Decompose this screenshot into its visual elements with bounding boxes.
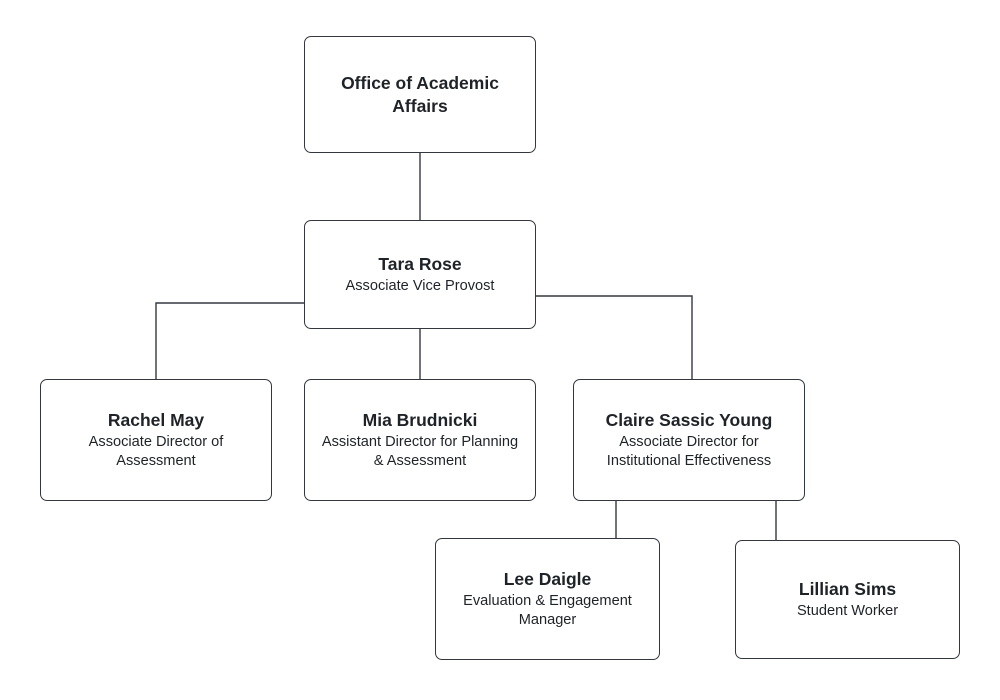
org-node-mia-brudnicki[interactable] bbox=[304, 379, 536, 501]
org-node-claire-sassic-young[interactable] bbox=[573, 379, 805, 501]
org-node-rachel-may[interactable] bbox=[40, 379, 272, 501]
node-title: Lee Daigle bbox=[503, 569, 592, 590]
org-node-tara-rose[interactable] bbox=[304, 220, 536, 329]
node-subtitle: Associate Vice Provost bbox=[345, 277, 495, 294]
node-subtitle: Associate Director of Assessment bbox=[88, 433, 224, 469]
edge-rose-to-young bbox=[536, 296, 692, 379]
node-title: Rachel May bbox=[107, 410, 205, 431]
node-subtitle: Assistant Director for Planning & Assessment bbox=[321, 433, 519, 469]
edge-rose-to-may bbox=[156, 303, 304, 379]
node-title: Mia Brudnicki bbox=[362, 410, 478, 431]
node-title: Tara Rose bbox=[378, 254, 462, 275]
node-title: Lillian Sims bbox=[798, 579, 897, 600]
node-subtitle: Student Worker bbox=[796, 602, 899, 619]
node-title: Office of Academic Affairs bbox=[341, 73, 499, 116]
org-node-office-of-academic-affairs[interactable] bbox=[304, 36, 536, 153]
node-subtitle: Evaluation & Engagement Manager bbox=[463, 592, 632, 628]
node-title: Claire Sassic Young bbox=[605, 410, 773, 431]
node-subtitle: Associate Director for Institutional Effectiveness bbox=[606, 433, 772, 469]
org-node-lillian-sims[interactable] bbox=[735, 540, 960, 659]
org-node-lee-daigle[interactable] bbox=[435, 538, 660, 660]
